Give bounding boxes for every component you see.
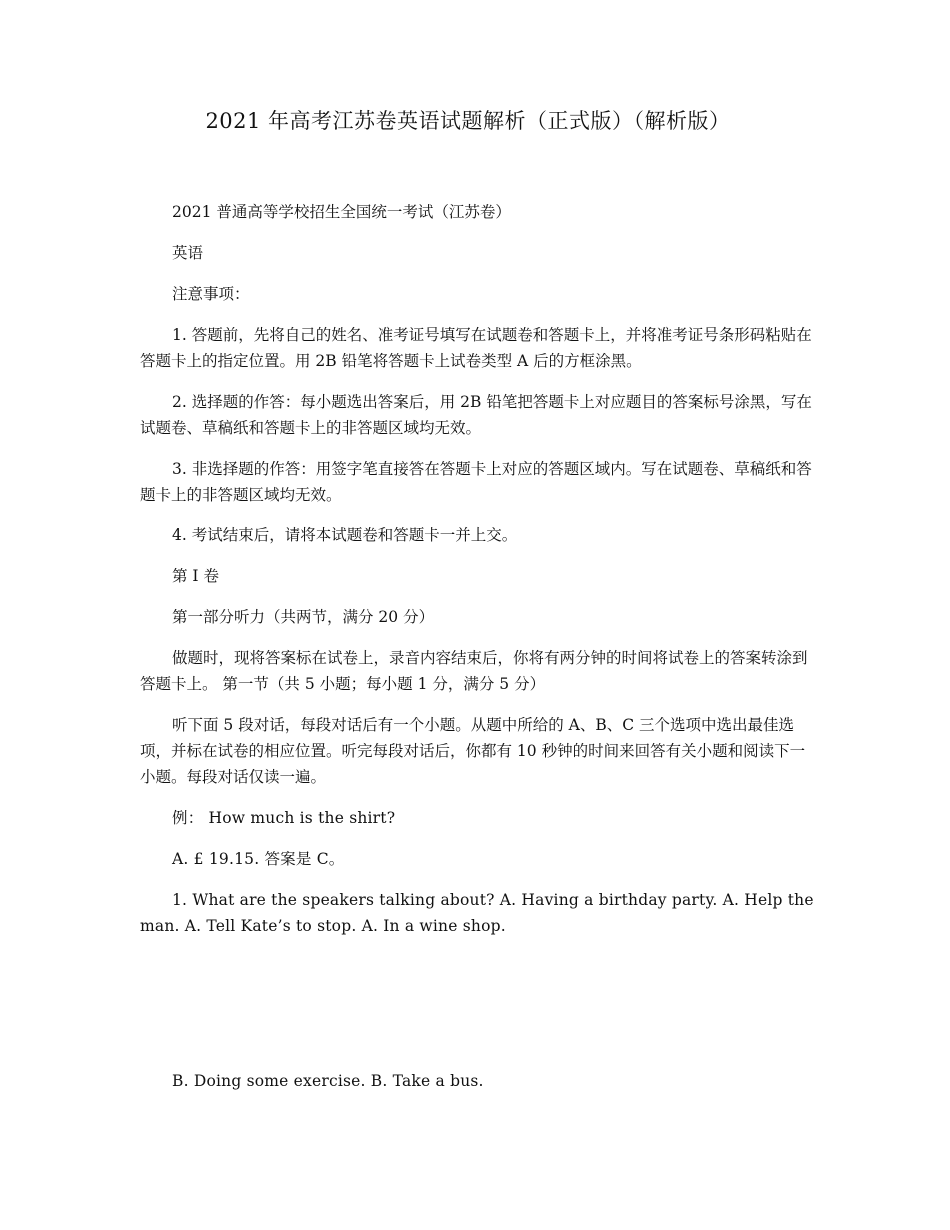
- title-text: 2021 年高考江苏卷英语试题解析（正式版）（解析版）: [205, 109, 731, 133]
- example-question: 例： How much is the shirt?: [172, 809, 396, 827]
- example-answer: A. £ 19.15. 答案是 C。: [172, 850, 345, 868]
- dialogue-instructions: 听下面 5 段对话，每段对话后有一个小题。从题中所给的 A、B、C 三个选项中选出最佳选项，并标在试卷的相应位置。听完每段对话后，你都有 10 秒钟的时间来回答有关小题和阅读下一小题。每段对话仅读一遍。: [140, 716, 806, 786]
- notice-heading: 注意事项：: [172, 285, 250, 303]
- subject-label: 英语: [172, 244, 204, 262]
- question-1-options-b: B. Doing some exercise. B. Take a bus.: [172, 1072, 484, 1090]
- document-title: [0, 106, 950, 146]
- exam-name: 2021 普通高等学校招生全国统一考试（江苏卷）: [172, 203, 511, 221]
- question-1-options-a: 1. What are the speakers talking about? A. Having a birthday party. A. Help the man. A. Tell Kate’s to stop. A. In a wine shop.: [140, 891, 814, 935]
- listening-instructions: 做题时，现将答案标在试卷上，录音内容结束后，你将有两分钟的时间将试卷上的答案转涂到答题卡上。 第一节（共 5 小题；每小题 1 分，满分 5 分）: [140, 649, 808, 693]
- notice-item-4: 4. 考试结束后，请将本试题卷和答题卡一并上交。: [172, 526, 518, 544]
- notice-item-3: 3. 非选择题的作答：用签字笔直接答在答题卡上对应的答题区域内。写在试题卷、草稿纸和答题卡上的非答题区域均无效。: [140, 460, 812, 504]
- notice-item-1: 1. 答题前，先将自己的姓名、准考证号填写在试题卷和答题卡上，并将准考证号条形码粘贴在答题卡上的指定位置。用 2B 铅笔将答题卡上试卷类型 A 后的方框涂黑。: [140, 326, 812, 370]
- section-heading: 第一部分听力（共两节，满分 20 分）: [172, 608, 435, 626]
- notice-item-2: 2. 选择题的作答：每小题选出答案后，用 2B 铅笔把答题卡上对应题目的答案标号涂黑，写在试题卷、草稿纸和答题卡上的非答题区域均无效。: [140, 393, 812, 437]
- volume-heading: 第 I 卷: [172, 567, 219, 585]
